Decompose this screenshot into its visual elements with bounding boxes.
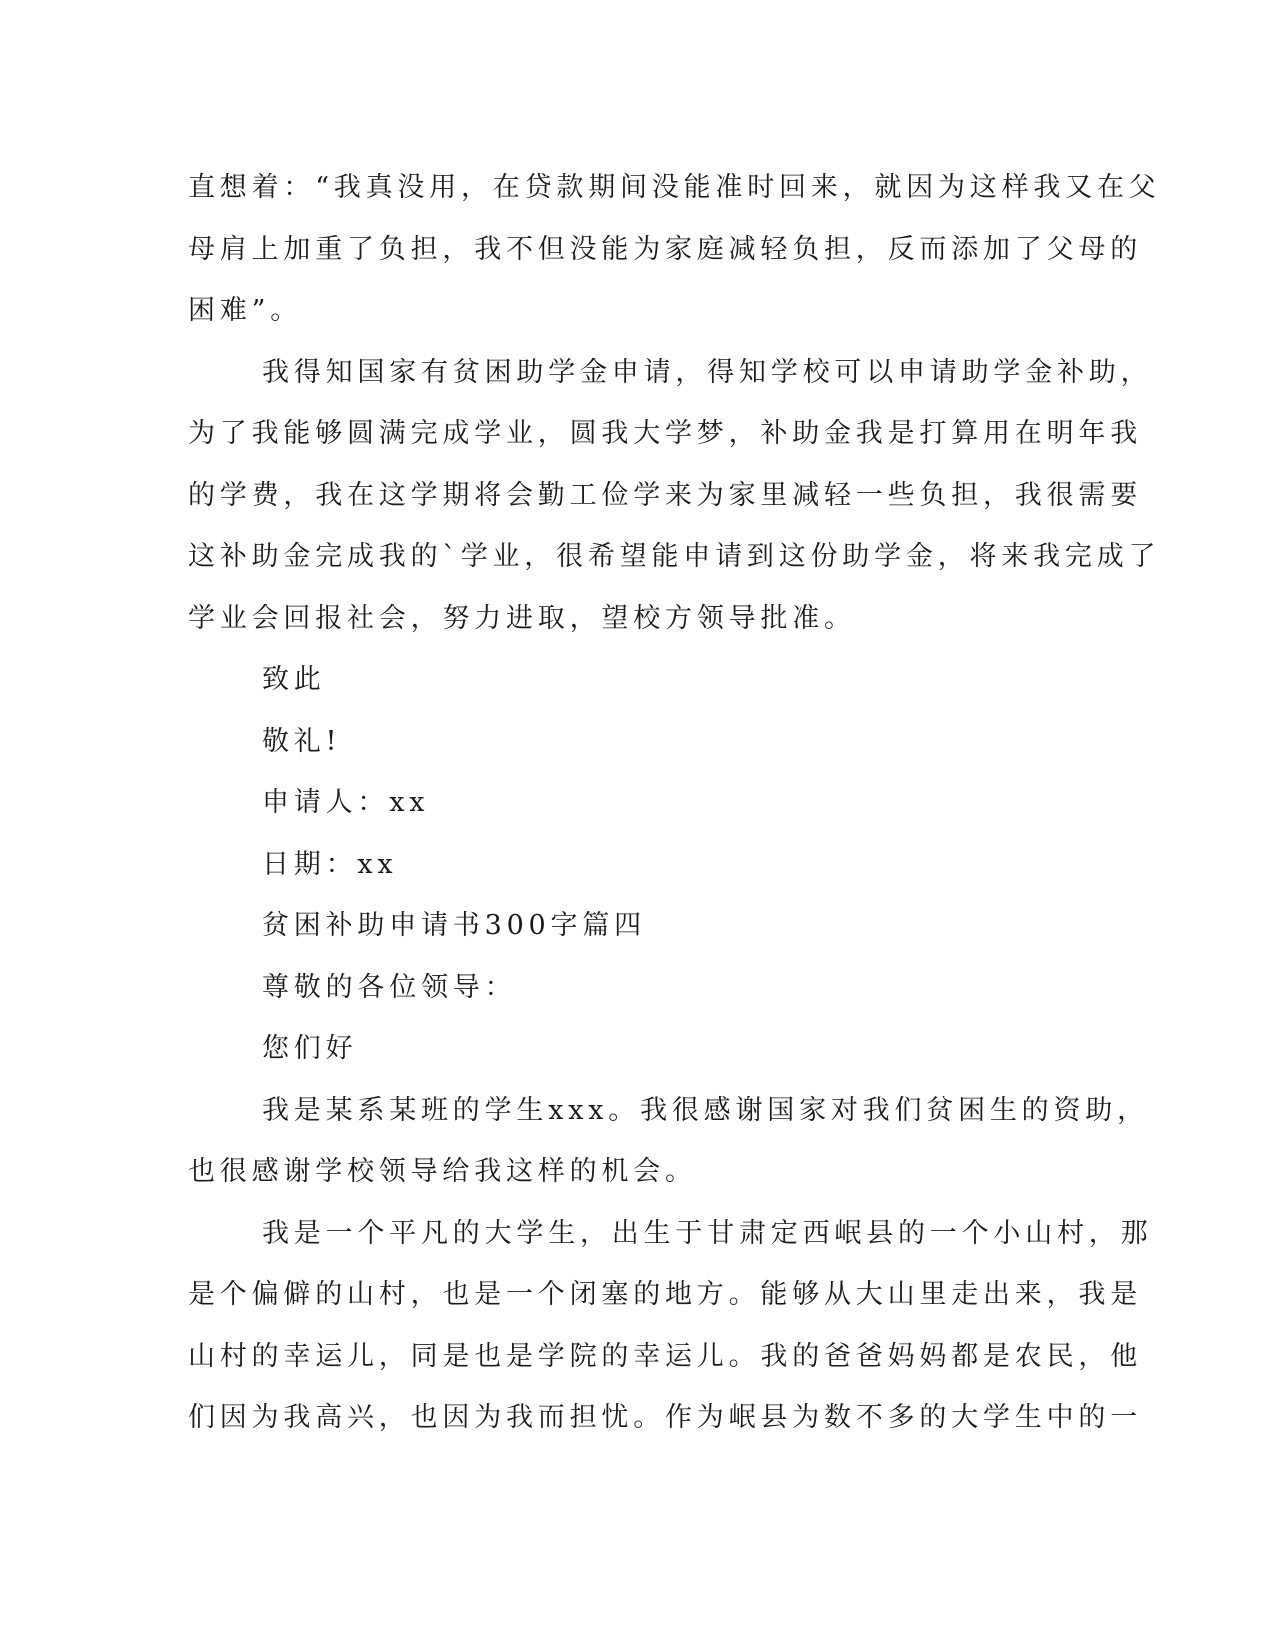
- text-line: 直想着：“我真没用，在贷款期间没能准时回来，就因为这样我又在父: [188, 172, 1161, 203]
- text-line: 是个偏僻的山村，也是一个闭塞的地方。能够从大山里走出来，我是: [188, 1279, 1142, 1310]
- text-line: 为了我能够圆满完成学业，圆我大学梦，补助金我是打算用在明年我: [188, 418, 1142, 449]
- closing-line: 致此: [262, 664, 326, 695]
- text-line: 们因为我高兴，也因为我而担忧。作为岷县为数不多的大学生中的一: [188, 1402, 1142, 1433]
- section-title: 贫困补助申请书300字篇四: [262, 910, 646, 941]
- text-line: 也很感谢学校领导给我这样的机会。: [188, 1156, 697, 1187]
- salutation-line: 敬礼!: [262, 725, 342, 757]
- text-line: 我是一个平凡的大学生，出生于甘肃定西岷县的一个小山村，那: [262, 1217, 1153, 1249]
- text-line: 这补助金完成我的`学业，很希望能申请到这份助学金，将来我完成了: [188, 541, 1161, 572]
- date-line: 日期：xx: [262, 848, 398, 880]
- text-line: 学业会回报社会，努力进取，望校方领导批准。: [188, 602, 856, 634]
- text-line: 我是某系某班的学生xxx。我很感谢国家对我们贫困生的资助，: [262, 1094, 1149, 1126]
- greeting-line: 尊敬的各位领导：: [262, 971, 517, 1003]
- text-line: 我得知国家有贫困助学金申请，得知学校可以申请助学金补助，: [262, 356, 1153, 388]
- greeting-line: 您们好: [262, 1033, 358, 1064]
- applicant-line: 申请人：xx: [262, 787, 430, 818]
- text-line: 山村的幸运儿，同是也是学院的幸运儿。我的爸爸妈妈都是农民，他: [188, 1340, 1142, 1372]
- text-line: 的学费，我在这学期将会勤工俭学来为家里减轻一些负担，我很需要: [188, 479, 1142, 511]
- text-line: 母肩上加重了负担，我不但没能为家庭减轻负担，反而添加了父母的: [188, 233, 1142, 265]
- document-body: [188, 157, 1161, 1449]
- text-line: 困难”。: [188, 295, 303, 326]
